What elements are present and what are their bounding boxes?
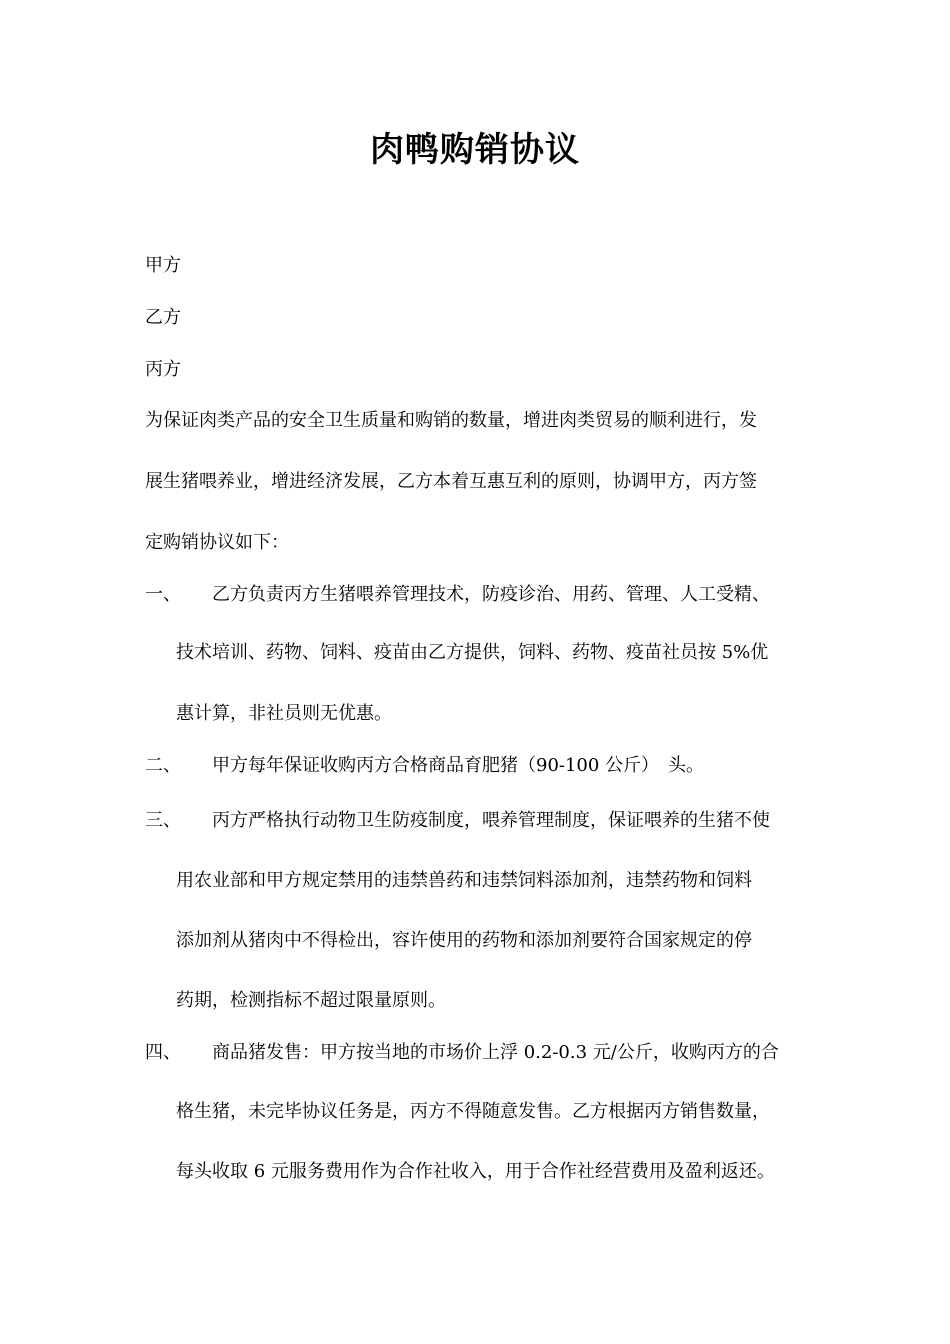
clause-text: 添加剂从猪肉中不得检出，容许使用的药物和添加剂要符合国家规定的停 bbox=[176, 930, 752, 951]
clause-text: 药期，检测指标不超过限量原则。 bbox=[176, 990, 446, 1011]
intro-line: 定购销协议如下： bbox=[145, 532, 289, 553]
clause-text: 每头收取 6 元服务费用作为合作社收入，用于合作社经营费用及盈利返还。 bbox=[176, 1161, 775, 1182]
clause-text: 乙方负责丙方生猪喂养管理技术，防疫诊治、用药、管理、人工受精、 bbox=[212, 584, 770, 605]
clause-text: 丙方严格执行动物卫生防疫制度，喂养管理制度，保证喂养的生猪不使 bbox=[212, 810, 770, 831]
clause-text: 商品猪发售：甲方按当地的市场价上浮 0.2-0.3 元/公斤，收购丙方的合 bbox=[212, 1042, 779, 1063]
clause-text: 惠计算，非社员则无优惠。 bbox=[176, 703, 392, 724]
clause-text: 甲方每年保证收购丙方合格商品育肥猪（90-100 公斤） 头。 bbox=[212, 755, 705, 776]
clause-number: 二、 bbox=[145, 755, 181, 776]
clause-number: 一、 bbox=[145, 584, 181, 605]
clause-number: 四、 bbox=[145, 1042, 181, 1063]
clause-text: 技术培训、药物、饲料、疫苗由乙方提供，饲料、药物、疫苗社员按 5%优 bbox=[176, 642, 769, 663]
clause-number: 三、 bbox=[145, 810, 181, 831]
party-a-label: 甲方 bbox=[145, 255, 181, 276]
party-b-label: 乙方 bbox=[145, 307, 181, 328]
intro-line: 展生猪喂养业，增进经济发展，乙方本着互惠互利的原则，协调甲方，丙方签 bbox=[145, 471, 757, 492]
clause-text: 格生猪，未完毕协议任务是，丙方不得随意发售。乙方根据丙方销售数量， bbox=[176, 1101, 770, 1122]
clause-text: 用农业部和甲方规定禁用的违禁兽药和违禁饲料添加剂，违禁药物和饲料 bbox=[176, 870, 752, 891]
intro-line: 为保证肉类产品的安全卫生质量和购销的数量，增进肉类贸易的顺利进行，发 bbox=[145, 410, 757, 431]
document-title: 肉鸭购销协议 bbox=[370, 130, 580, 170]
party-c-label: 丙方 bbox=[145, 359, 181, 380]
